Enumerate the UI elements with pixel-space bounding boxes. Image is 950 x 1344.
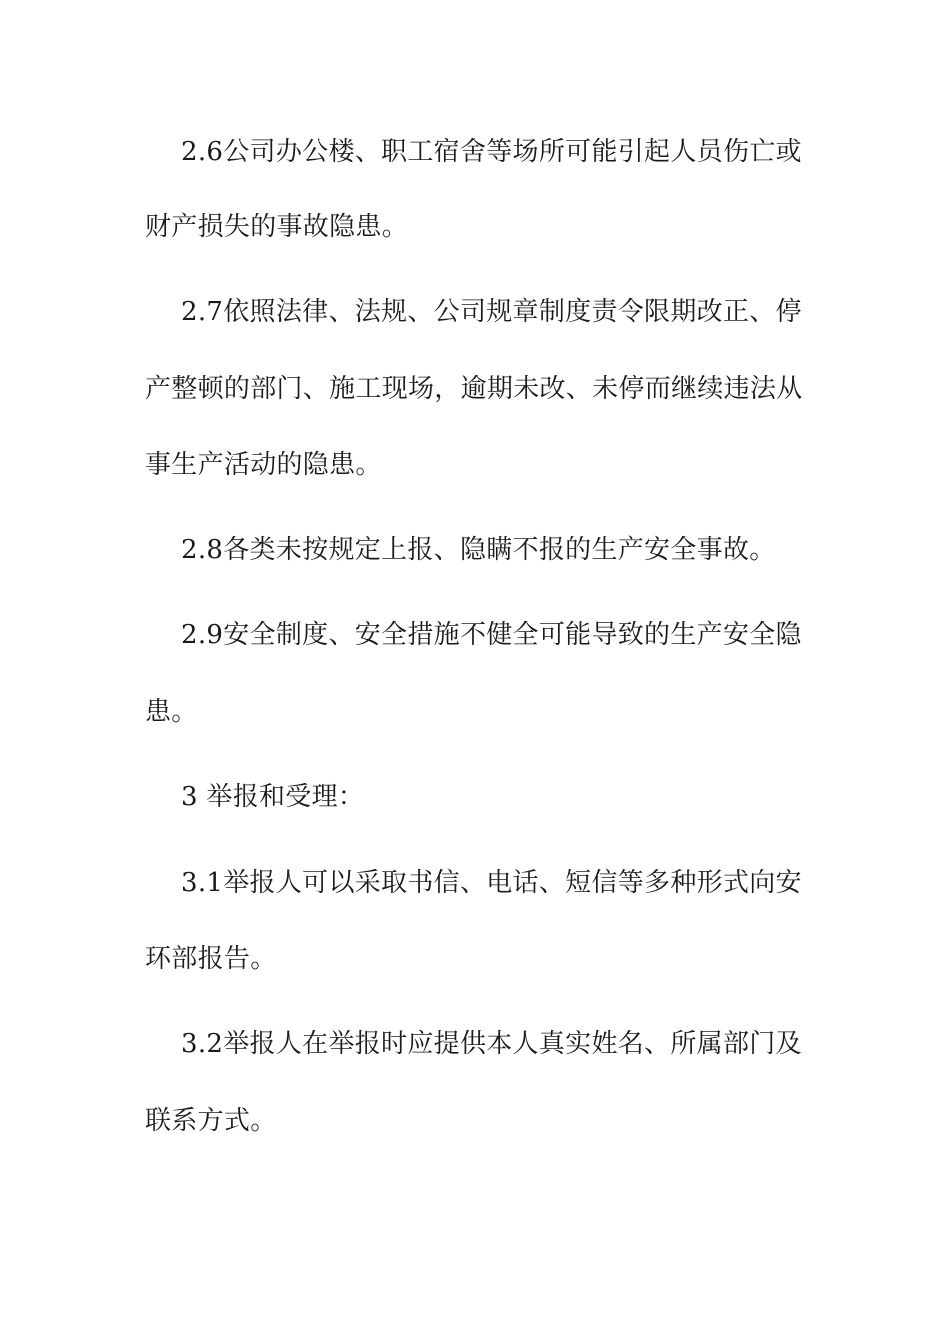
text-line: 财产损失的事故隐患。 [145, 212, 409, 242]
text-line: 患。 [145, 697, 198, 727]
text-line: 3.1举报人可以采取书信、电话、短信等多种形式向安 [181, 868, 802, 898]
text-line: 2.6公司办公楼、职工宿舍等场所可能引起人员伤亡或 [181, 137, 802, 167]
text-line: 3.2举报人在举报时应提供本人真实姓名、所属部门及 [181, 1029, 802, 1059]
text-line: 2.9安全制度、安全措施不健全可能导致的生产安全隐 [181, 620, 802, 650]
text-line: 2.7依照法律、法规、公司规章制度责令限期改正、停 [181, 297, 802, 327]
text-line: 产整顿的部门、施工现场，逾期未改、未停而继续违法从 [145, 374, 803, 404]
text-line: 2.8各类未按规定上报、隐瞒不报的生产安全事故。 [181, 535, 776, 565]
text-line: 联系方式。 [145, 1106, 277, 1136]
section-heading: 3 举报和受理： [181, 782, 365, 812]
text-line: 环部报告。 [145, 944, 277, 974]
text-line: 事生产活动的隐患。 [145, 450, 382, 480]
